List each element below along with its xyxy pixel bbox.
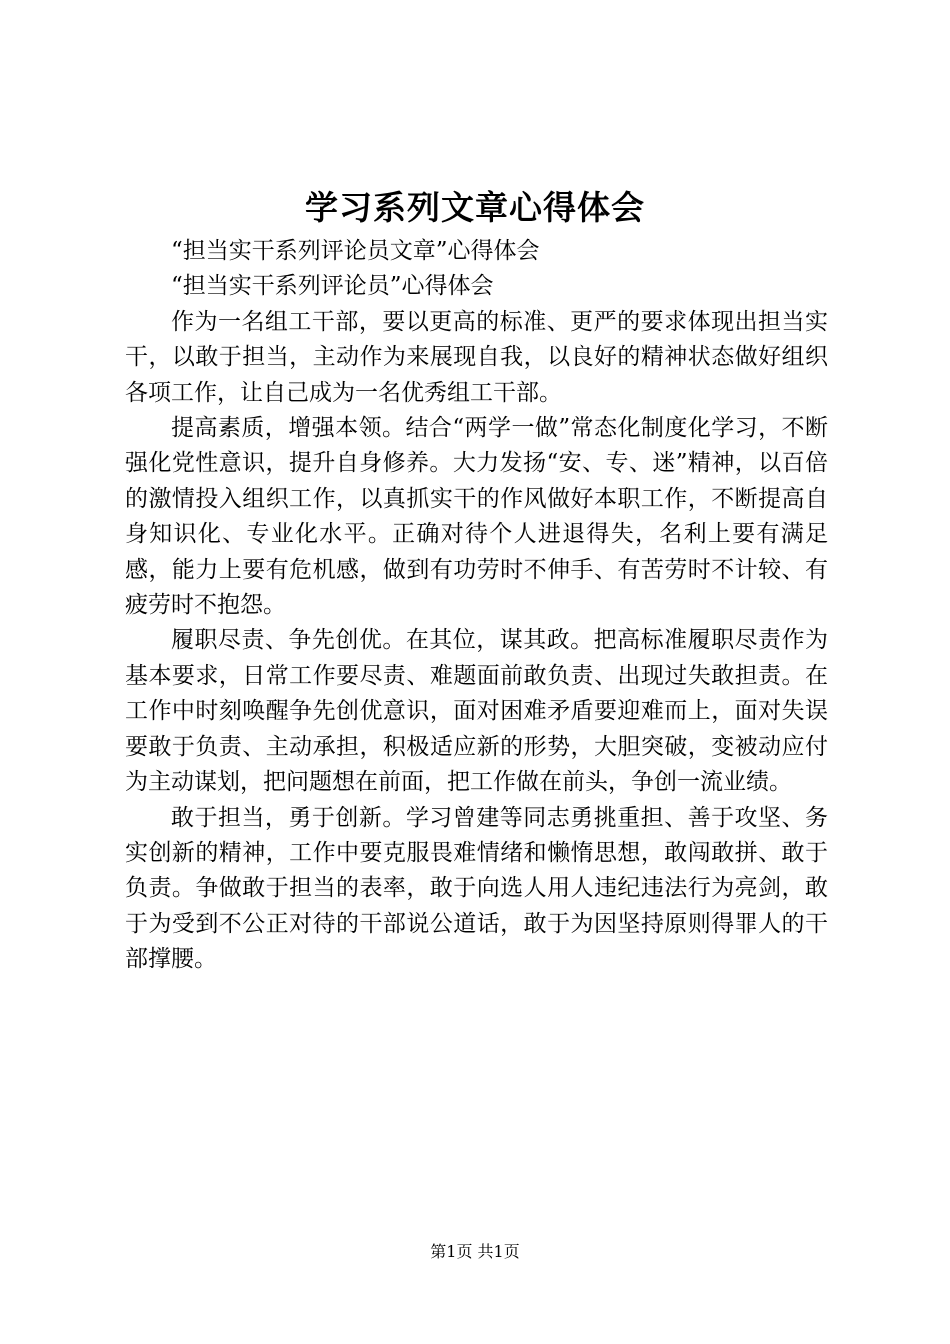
document-title: 学习系列文章心得体会 (305, 188, 645, 227)
page-number-footer: 第1页 共1页 (430, 1242, 520, 1261)
body-paragraph-intro: 作为一名组工干部，要以更高的标准、更严的要求体现出担当实干，以敢于担当，主动作为来展现自我，以良好的精神状态做好组织各项工作，让自己成为一名优秀组工干部。 (125, 308, 828, 406)
subtitle-line-1: “担当实干系列评论员文章”心得体会 (171, 238, 540, 264)
subtitle-line-2: “担当实干系列评论员”心得体会 (171, 273, 494, 300)
document-body (125, 234, 828, 978)
body-paragraph-duty: 履职尽责、争先创优。在其位，谋其政。把高标准履职尽责作为基本要求，日常工作要尽责、难题面前敢负责、出现过失敢担责。在工作中时刻唤醒争先创优意识，面对困难矛盾要迎难而上，面对失误要敢于负责、主动承担，积极适应新的形势，大胆突破，变被动应付为主动谋划，把问题想在前面，把工作做在前头，争创一流业绩。 (125, 627, 828, 796)
body-paragraph-quality: 提高素质，增强本领。结合“两学一做”常态化制度化学习，不断强化党性意识，提升自身修养。大力发扬“安、专、迷”精神，以百倍的激情投入组织工作，以真抓实干的作风做好本职工作，不断提高自身知识化、专业化水平。正确对待个人进退得失，名利上要有满足感，能力上要有危机感，做到有功劳时不伸手、有苦劳时不计较、有疲劳时不抱怨。 (125, 415, 828, 619)
body-paragraph-innovation: 敢于担当，勇于创新。学习曾建等同志勇挑重担、善于攻坚、务实创新的精神，工作中要克服畏难情绪和懒惰思想，敢闯敢拼、敢于负责。争做敢于担当的表率，敢于向选人用人违纪违法行为亮剑，敢于为受到不公正对待的干部说公道话，敢于为因坚持原则得罪人的干部撑腰。 (125, 804, 828, 973)
